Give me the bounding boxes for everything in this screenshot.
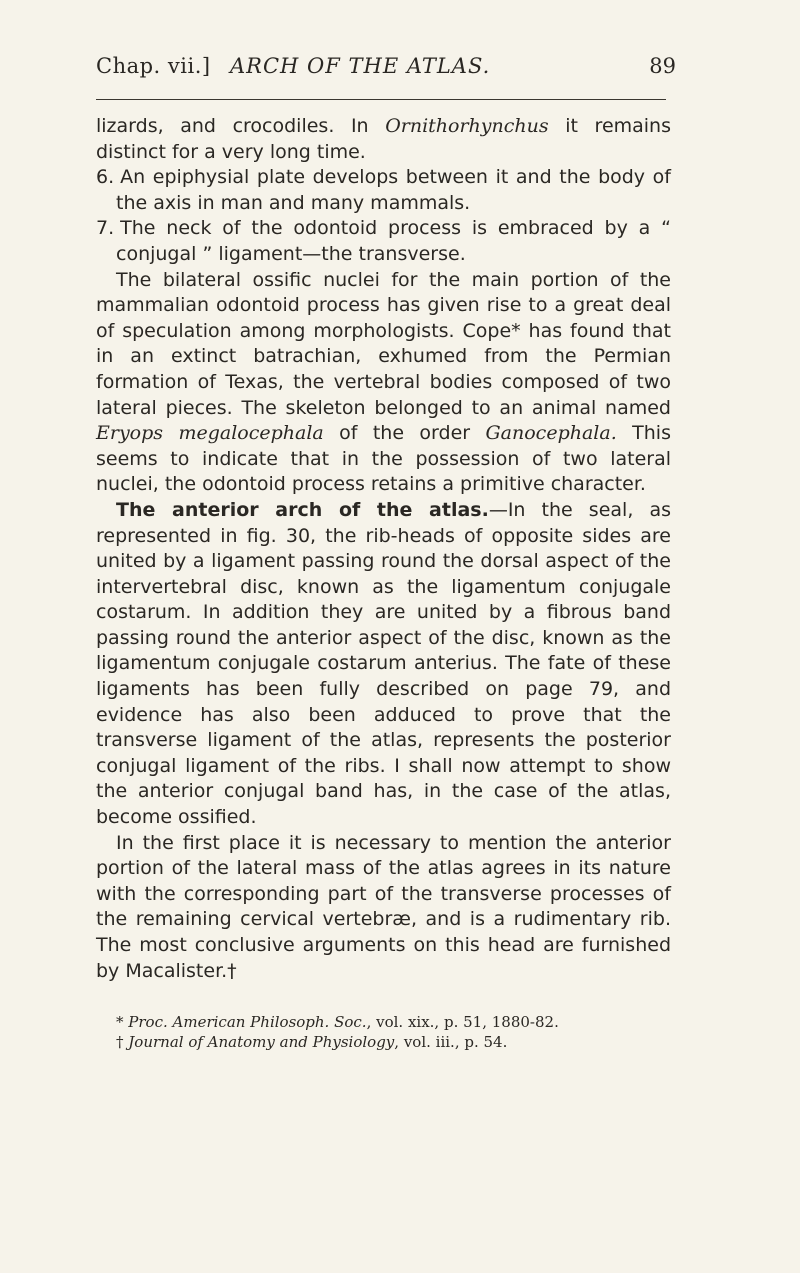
footnote-mark: * (116, 1013, 129, 1031)
list-item-7 (96, 216, 671, 267)
list-item-6 (96, 165, 671, 216)
footnote-detail: , vol. iii., p. 54. (394, 1033, 508, 1051)
text-run: lizards, and crocodiles. In (96, 115, 386, 137)
italic-term: Ganocephala. (485, 422, 617, 445)
text-run: it remains distinct for a very long time. (96, 115, 672, 163)
text-run: This seems to indicate that in the possession of two lateral nuclei, the odontoid process retains a primitive character. (96, 422, 671, 496)
running-title: ARCH OF THE ATLAS. (230, 54, 491, 78)
text-run: —In the seal, as represented in fig. 30, the rib-heads of opposite sides are united by a ligament passing round the dorsal aspect of the intervertebral disc, known as the ligamentum conjugale costarum. In addition they are united by a fibrous band passing round the anterior aspect of the disc, known as the ligamentum conjugale costarum anterius. The fate of these ligaments has been fully described on page 79, and evidence has also been adduced to prove that the transverse ligament of the atlas, represents the posterior conjugal ligament of the ribs. I shall now attempt to show the anterior conjugal band has, in the case of the atlas, become ossified. (96, 498, 671, 829)
page-header (96, 54, 676, 94)
footnote-detail: , vol. xix., p. 51, 1880-82. (366, 1013, 559, 1031)
list-text: An epiphysial plate develops between it and the body of the axis in man and many mammals. (116, 166, 671, 214)
footnote-source: Proc. American Philosoph. Soc. (128, 1013, 367, 1031)
list-number: 7. (96, 217, 115, 240)
list-number: 6. (96, 166, 115, 189)
header-rule (96, 99, 666, 100)
italic-term: Ornithorhynchus (385, 115, 549, 137)
text-run: The bilateral ossific nuclei for the main portion of the mammalian odontoid process has given rise to a great deal of speculation among morphologists. Cope* has found that in an extinct batrachian, exhumed from the Permian formation of Texas, the vertebral bodies composed of two lateral pieces. The skeleton belonged to an animal named (96, 268, 671, 419)
section-heading: The anterior arch of the atlas. (116, 498, 489, 521)
footnote-mark: † (116, 1033, 129, 1051)
paragraph-continuation (96, 114, 671, 165)
footnotes (116, 1012, 676, 1052)
paragraph-cope (96, 268, 671, 498)
list-text: The neck of the odontoid process is embraced by a “ conjugal ” ligament—the transverse. (116, 217, 671, 265)
paragraph-lateral-mass (96, 831, 671, 985)
footnote-1 (116, 1012, 676, 1032)
footnote-source: Journal of Anatomy and Physiology (128, 1033, 395, 1051)
footnote-2 (116, 1032, 676, 1052)
body-text (96, 114, 671, 984)
paragraph-anterior-arch (96, 498, 671, 831)
page-number: 89 (649, 54, 676, 78)
chapter-label: Chap. vii.] (96, 54, 211, 78)
text-run: of the order (323, 422, 486, 445)
italic-term: Eryops megalocephala (96, 422, 324, 445)
text-run: In the first place it is necessary to mention the anterior portion of the lateral mass of the atlas agrees in its nature with the corresponding part of the transverse processes of the remaining cervical vertebræ, and is a rudimentary rib. The most conclusive arguments on this head are furnished by Macalister.† (96, 831, 671, 982)
